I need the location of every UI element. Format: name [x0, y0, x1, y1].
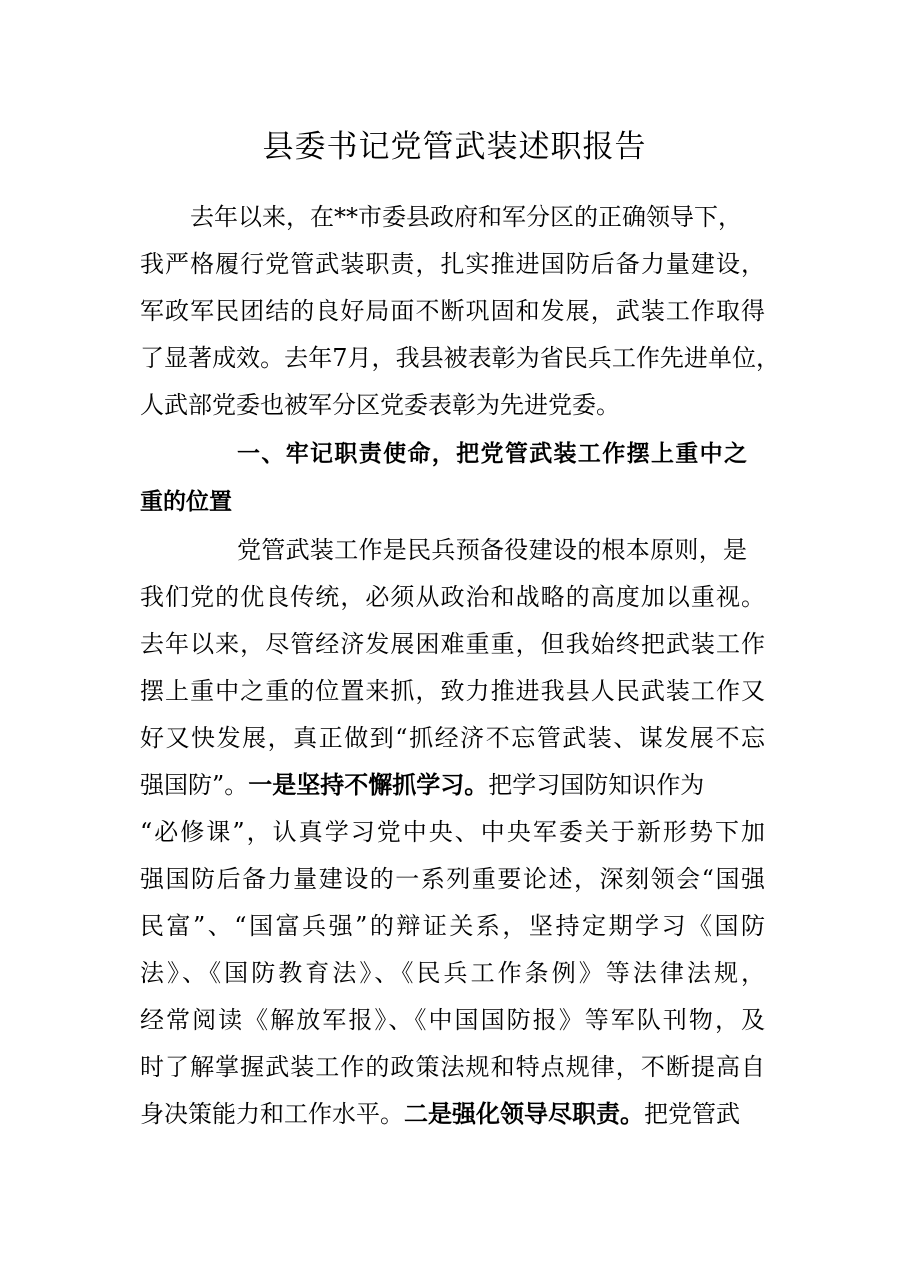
- paragraph1-line-1: 去年以来，在**市委县政府和军分区的正确领导下，: [190, 203, 742, 231]
- paragraph2-line-2: 我们党的优良传统，必须从政治和战略的高度加以重视。: [140, 583, 765, 611]
- paragraph2-line-13-start: 身决策能力和工作水平。: [140, 1100, 404, 1128]
- paragraph2-line-6: [140, 761, 765, 809]
- paragraph2-line-9: 民富”、“国富兵强”的辩证关系，坚持定期学习《国防: [140, 912, 765, 940]
- paragraph2-line-6-start: 强国防”。: [140, 771, 249, 799]
- section-heading-line-2: 重的位置: [140, 489, 232, 515]
- paragraph2-line-10: 法》、《国防教育法》、《民兵工作条例》等法律法规，: [140, 959, 765, 987]
- paragraph2-line-8: 强国防后备力量建设的一系列重要论述，深刻领会“国强: [140, 865, 765, 893]
- paragraph2-line-3: 去年以来，尽管经济发展困难重重，但我始终把武装工作: [140, 630, 765, 658]
- paragraph1-line-4: 了显著成效。去年7月，我县被表彰为省民兵工作先进单位，: [140, 344, 780, 372]
- emphasis-point-one: 一是坚持不懈抓学习。: [248, 770, 489, 799]
- emphasis-point-two: 二是强化领导尽职责。: [404, 1099, 644, 1128]
- paragraph2-line-1: 党管武装工作是民兵预备役建设的根本原则，是: [237, 536, 747, 564]
- document-title: 县委书记党管武装述职报告: [262, 129, 647, 165]
- paragraph2-line-4: 摆上重中之重的位置来抓，致力推进我县人民武装工作又: [140, 677, 765, 705]
- paragraph1-line-3: 军政军民团结的良好局面不断巩固和发展，武装工作取得: [140, 297, 765, 325]
- paragraph2-line-13-end: 把党管武: [644, 1100, 740, 1128]
- paragraph2-line-5: 好又快发展，真正做到“抓经济不忘管武装、谋发展不忘: [140, 724, 765, 752]
- paragraph1-line-2: 我严格履行党管武装职责，扎实推进国防后备力量建设，: [140, 250, 765, 278]
- paragraph2-line-7: “必修课”，认真学习党中央、中央军委关于新形势下加: [140, 818, 765, 846]
- paragraph2-line-12: 时了解掌握武装工作的政策法规和特点规律，不断提高自: [140, 1053, 765, 1081]
- paragraph2-line-13: [140, 1090, 765, 1138]
- paragraph2-line-11: 经常阅读《解放军报》、《中国国防报》等军队刊物，及: [140, 1006, 765, 1034]
- paragraph2-line-6-end: 把学习国防知识作为: [488, 771, 705, 799]
- section-heading-line-1: 一、牢记职责使命，把党管武装工作摆上重中之: [237, 441, 747, 467]
- paragraph1-line-5: 人武部党委也被军分区党委表彰为先进党委。: [140, 391, 620, 419]
